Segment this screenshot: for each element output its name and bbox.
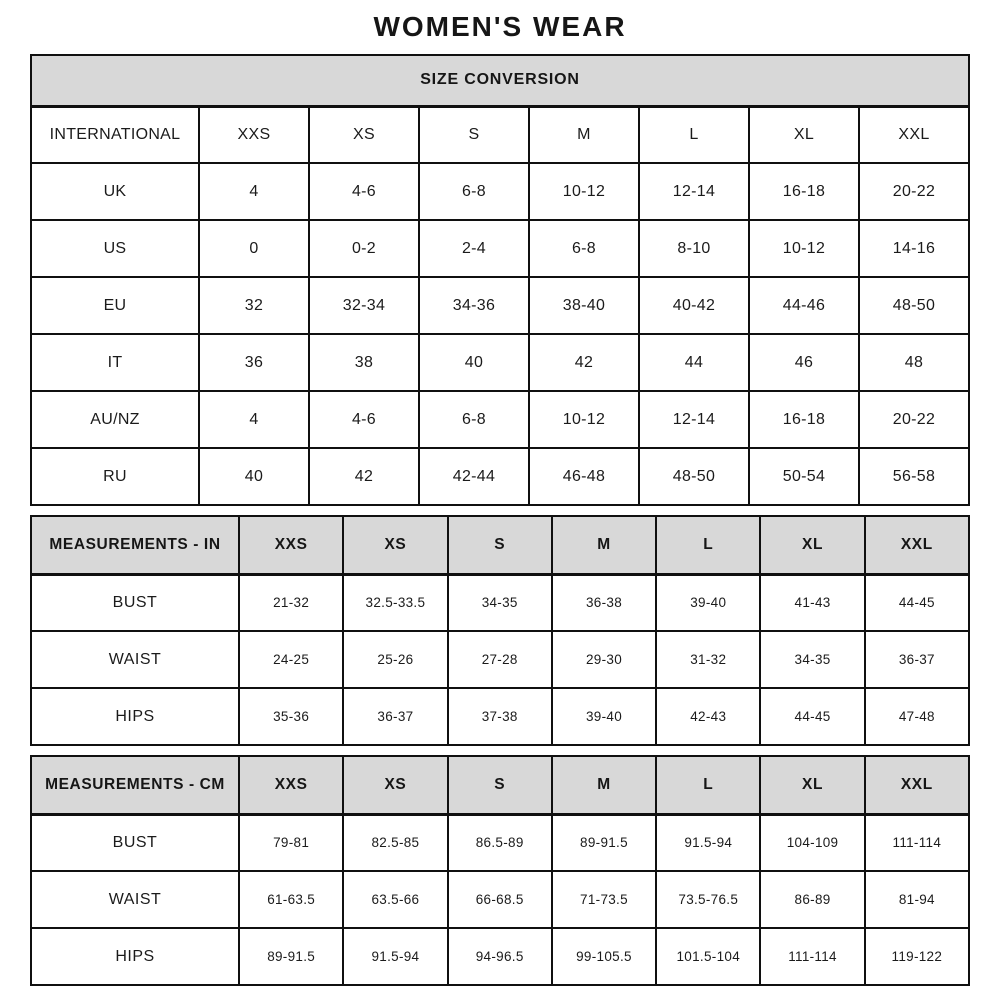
measurement-value-cell: 73.5-76.5 bbox=[656, 871, 760, 928]
table-row-hips-in bbox=[31, 688, 969, 745]
size-value-cell: 4-6 bbox=[309, 163, 419, 220]
measurements-in-table bbox=[30, 515, 970, 746]
column-header-xl: XL bbox=[749, 106, 859, 163]
column-header-xxl: XXL bbox=[859, 106, 969, 163]
size-value-cell: 32 bbox=[199, 277, 309, 334]
row-label: BUST bbox=[31, 574, 239, 631]
row-label: HIPS bbox=[31, 928, 239, 985]
size-header-row bbox=[31, 106, 969, 163]
measurement-value-cell: 42-43 bbox=[656, 688, 760, 745]
measurement-value-cell: 31-32 bbox=[656, 631, 760, 688]
table-row-waist-cm bbox=[31, 871, 969, 928]
size-value-cell: 20-22 bbox=[859, 163, 969, 220]
measurement-value-cell: 86-89 bbox=[760, 871, 864, 928]
size-value-cell: 10-12 bbox=[749, 220, 859, 277]
measurement-value-cell: 36-37 bbox=[865, 631, 969, 688]
measurement-value-cell: 99-105.5 bbox=[552, 928, 656, 985]
size-conversion-table bbox=[30, 54, 970, 506]
measurements-cm-table bbox=[30, 755, 970, 986]
table-row-uk bbox=[31, 163, 969, 220]
page-title: WOMEN'S WEAR bbox=[373, 11, 627, 42]
size-value-cell: 14-16 bbox=[859, 220, 969, 277]
row-label: BUST bbox=[31, 814, 239, 871]
column-header-xxl: XXL bbox=[865, 516, 969, 574]
size-value-cell: 0-2 bbox=[309, 220, 419, 277]
row-label: IT bbox=[31, 334, 199, 391]
column-header-m: M bbox=[552, 516, 656, 574]
size-value-cell: 6-8 bbox=[419, 163, 529, 220]
size-value-cell: 46 bbox=[749, 334, 859, 391]
measurement-value-cell: 44-45 bbox=[865, 574, 969, 631]
column-header-l: L bbox=[656, 756, 760, 814]
measurement-value-cell: 79-81 bbox=[239, 814, 343, 871]
size-value-cell: 44 bbox=[639, 334, 749, 391]
measurement-value-cell: 63.5-66 bbox=[343, 871, 447, 928]
column-header-xs: XS bbox=[309, 106, 419, 163]
measurement-value-cell: 27-28 bbox=[448, 631, 552, 688]
size-value-cell: 16-18 bbox=[749, 391, 859, 448]
size-value-cell: 40 bbox=[199, 448, 309, 505]
size-value-cell: 6-8 bbox=[529, 220, 639, 277]
size-value-cell: 0 bbox=[199, 220, 309, 277]
row-label: US bbox=[31, 220, 199, 277]
measurements-cm-title: MEASUREMENTS - CM bbox=[31, 756, 239, 814]
measurement-value-cell: 44-45 bbox=[760, 688, 864, 745]
table-row-bust-in bbox=[31, 574, 969, 631]
measurement-value-cell: 35-36 bbox=[239, 688, 343, 745]
table-title-row bbox=[31, 55, 969, 106]
measurement-value-cell: 36-37 bbox=[343, 688, 447, 745]
measurement-value-cell: 111-114 bbox=[760, 928, 864, 985]
column-header-s: S bbox=[448, 516, 552, 574]
size-conversion-title: SIZE CONVERSION bbox=[31, 55, 969, 106]
measurements-cm-header-row bbox=[31, 756, 969, 814]
measurement-value-cell: 81-94 bbox=[865, 871, 969, 928]
measurement-value-cell: 47-48 bbox=[865, 688, 969, 745]
measurement-value-cell: 71-73.5 bbox=[552, 871, 656, 928]
size-value-cell: 48-50 bbox=[639, 448, 749, 505]
column-header-s: S bbox=[448, 756, 552, 814]
column-header-l: L bbox=[656, 516, 760, 574]
size-value-cell: 4 bbox=[199, 163, 309, 220]
row-label: WAIST bbox=[31, 871, 239, 928]
size-value-cell: 38 bbox=[309, 334, 419, 391]
measurement-value-cell: 37-38 bbox=[448, 688, 552, 745]
measurement-value-cell: 89-91.5 bbox=[552, 814, 656, 871]
size-value-cell: 6-8 bbox=[419, 391, 529, 448]
size-value-cell: 38-40 bbox=[529, 277, 639, 334]
row-label: WAIST bbox=[31, 631, 239, 688]
measurement-value-cell: 34-35 bbox=[760, 631, 864, 688]
table-row-hips-cm bbox=[31, 928, 969, 985]
table-row-bust-cm bbox=[31, 814, 969, 871]
size-value-cell: 32-34 bbox=[309, 277, 419, 334]
measurement-value-cell: 61-63.5 bbox=[239, 871, 343, 928]
size-value-cell: 12-14 bbox=[639, 391, 749, 448]
measurement-value-cell: 101.5-104 bbox=[656, 928, 760, 985]
table-row-ru bbox=[31, 448, 969, 505]
measurement-value-cell: 24-25 bbox=[239, 631, 343, 688]
column-header-xs: XS bbox=[343, 516, 447, 574]
measurement-value-cell: 82.5-85 bbox=[343, 814, 447, 871]
size-value-cell: 48-50 bbox=[859, 277, 969, 334]
table-row-it bbox=[31, 334, 969, 391]
column-header-xs: XS bbox=[343, 756, 447, 814]
measurements-in-title: MEASUREMENTS - IN bbox=[31, 516, 239, 574]
measurement-value-cell: 119-122 bbox=[865, 928, 969, 985]
row-label: HIPS bbox=[31, 688, 239, 745]
size-value-cell: 12-14 bbox=[639, 163, 749, 220]
column-header-xxs: XXS bbox=[239, 756, 343, 814]
measurement-value-cell: 89-91.5 bbox=[239, 928, 343, 985]
size-value-cell: 34-36 bbox=[419, 277, 529, 334]
measurements-in-header-row bbox=[31, 516, 969, 574]
measurement-value-cell: 34-35 bbox=[448, 574, 552, 631]
measurement-value-cell: 41-43 bbox=[760, 574, 864, 631]
size-value-cell: 16-18 bbox=[749, 163, 859, 220]
size-value-cell: 40 bbox=[419, 334, 529, 391]
measurement-value-cell: 25-26 bbox=[343, 631, 447, 688]
size-value-cell: 40-42 bbox=[639, 277, 749, 334]
size-value-cell: 20-22 bbox=[859, 391, 969, 448]
size-value-cell: 10-12 bbox=[529, 391, 639, 448]
column-header-xxs: XXS bbox=[239, 516, 343, 574]
size-value-cell: 44-46 bbox=[749, 277, 859, 334]
row-label: AU/NZ bbox=[31, 391, 199, 448]
size-value-cell: 36 bbox=[199, 334, 309, 391]
measurement-value-cell: 36-38 bbox=[552, 574, 656, 631]
measurement-value-cell: 86.5-89 bbox=[448, 814, 552, 871]
column-header-international: INTERNATIONAL bbox=[31, 106, 199, 163]
measurement-value-cell: 21-32 bbox=[239, 574, 343, 631]
row-label: RU bbox=[31, 448, 199, 505]
column-header-xl: XL bbox=[760, 516, 864, 574]
table-row-eu bbox=[31, 277, 969, 334]
column-header-m: M bbox=[529, 106, 639, 163]
row-label: EU bbox=[31, 277, 199, 334]
measurement-value-cell: 29-30 bbox=[552, 631, 656, 688]
measurement-value-cell: 104-109 bbox=[760, 814, 864, 871]
measurement-value-cell: 39-40 bbox=[552, 688, 656, 745]
measurement-value-cell: 32.5-33.5 bbox=[343, 574, 447, 631]
column-header-s: S bbox=[419, 106, 529, 163]
size-value-cell: 10-12 bbox=[529, 163, 639, 220]
measurement-value-cell: 111-114 bbox=[865, 814, 969, 871]
table-row-waist-in bbox=[31, 631, 969, 688]
measurement-value-cell: 39-40 bbox=[656, 574, 760, 631]
measurement-value-cell: 66-68.5 bbox=[448, 871, 552, 928]
column-header-l: L bbox=[639, 106, 749, 163]
size-value-cell: 4 bbox=[199, 391, 309, 448]
measurement-value-cell: 94-96.5 bbox=[448, 928, 552, 985]
size-value-cell: 48 bbox=[859, 334, 969, 391]
size-value-cell: 56-58 bbox=[859, 448, 969, 505]
size-value-cell: 42 bbox=[309, 448, 419, 505]
row-label: UK bbox=[31, 163, 199, 220]
size-value-cell: 8-10 bbox=[639, 220, 749, 277]
size-value-cell: 42-44 bbox=[419, 448, 529, 505]
column-header-xxl: XXL bbox=[865, 756, 969, 814]
measurement-value-cell: 91.5-94 bbox=[656, 814, 760, 871]
size-value-cell: 2-4 bbox=[419, 220, 529, 277]
size-value-cell: 42 bbox=[529, 334, 639, 391]
table-row-us bbox=[31, 220, 969, 277]
table-row-aunz bbox=[31, 391, 969, 448]
measurement-value-cell: 91.5-94 bbox=[343, 928, 447, 985]
column-header-xl: XL bbox=[760, 756, 864, 814]
column-header-xxs: XXS bbox=[199, 106, 309, 163]
column-header-m: M bbox=[552, 756, 656, 814]
size-value-cell: 46-48 bbox=[529, 448, 639, 505]
size-value-cell: 4-6 bbox=[309, 391, 419, 448]
size-value-cell: 50-54 bbox=[749, 448, 859, 505]
